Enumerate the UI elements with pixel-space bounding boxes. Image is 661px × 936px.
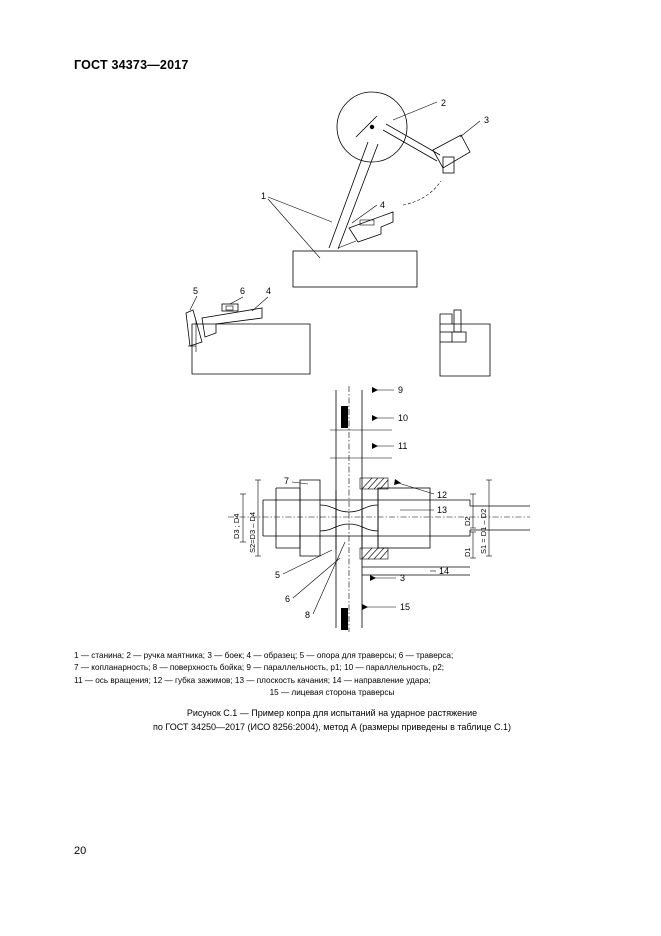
svg-text:S2=D3 – D4: S2=D3 – D4 [248, 511, 257, 553]
svg-text:9: 9 [398, 385, 404, 395]
figure-drawing [0, 80, 661, 640]
crosshead-view [186, 286, 310, 374]
svg-text:3: 3 [400, 573, 406, 583]
legend-line-2: 7 — копланарность; 8 — поверхность бойка; 9 — параллельность, p1; 10 — параллельность, p2; [74, 663, 445, 673]
figure-legend [74, 650, 590, 699]
svg-text:5: 5 [275, 570, 281, 580]
svg-text:7: 7 [284, 476, 290, 486]
figure-caption [74, 707, 590, 735]
caption-line-2: по ГОСТ 34250—2017 (ИСО 8256:2004), метод А (размеры приведены в таблице С.1) [153, 721, 511, 732]
pendulum-view [261, 92, 489, 287]
svg-text:4: 4 [266, 286, 272, 296]
legend-line-3: 11 — ось вращения; 12 — губка зажимов; 13 — плоскость качания; 14 — направление удара; [74, 675, 431, 685]
svg-text:D3 ; D4: D3 ; D4 [232, 513, 241, 539]
svg-text:4: 4 [380, 200, 386, 210]
svg-text:6: 6 [240, 286, 246, 296]
svg-text:D2: D2 [463, 516, 472, 526]
standard-header: ГОСТ 34373—2017 [74, 58, 189, 72]
main-section-view [228, 385, 530, 632]
svg-text:5: 5 [193, 286, 199, 296]
svg-text:S1 = D1 – D2: S1 = D1 – D2 [479, 508, 488, 554]
left-dimensions [232, 480, 261, 556]
svg-text:D1: D1 [463, 547, 472, 557]
legend-line-4: 15 — лицевая сторона траверсы [269, 687, 395, 697]
caption-line-1: Рисунок С.1 — Пример копра для испытаний на ударное растяжение [186, 708, 478, 718]
svg-text:14: 14 [439, 566, 450, 576]
svg-text:3: 3 [484, 115, 490, 125]
right-dimensions [463, 480, 492, 558]
svg-text:10: 10 [398, 413, 409, 423]
svg-text:6: 6 [285, 594, 291, 604]
crosshead-view-right [440, 310, 490, 376]
svg-text:15: 15 [400, 602, 411, 612]
svg-text:2: 2 [441, 98, 447, 108]
svg-text:11: 11 [398, 441, 408, 451]
svg-text:1: 1 [261, 191, 267, 201]
figure-c1 [0, 80, 661, 640]
legend-line-1: 1 — станина; 2 — ручка маятника; 3 — боек; 4 — образец; 5 — опора для траверсы; 6 — траверса; [74, 651, 454, 660]
striker-hatch [360, 478, 388, 559]
svg-text:12: 12 [437, 490, 448, 500]
page-number: 20 [74, 845, 87, 857]
svg-text:8: 8 [305, 610, 311, 620]
svg-text:13: 13 [437, 505, 448, 515]
